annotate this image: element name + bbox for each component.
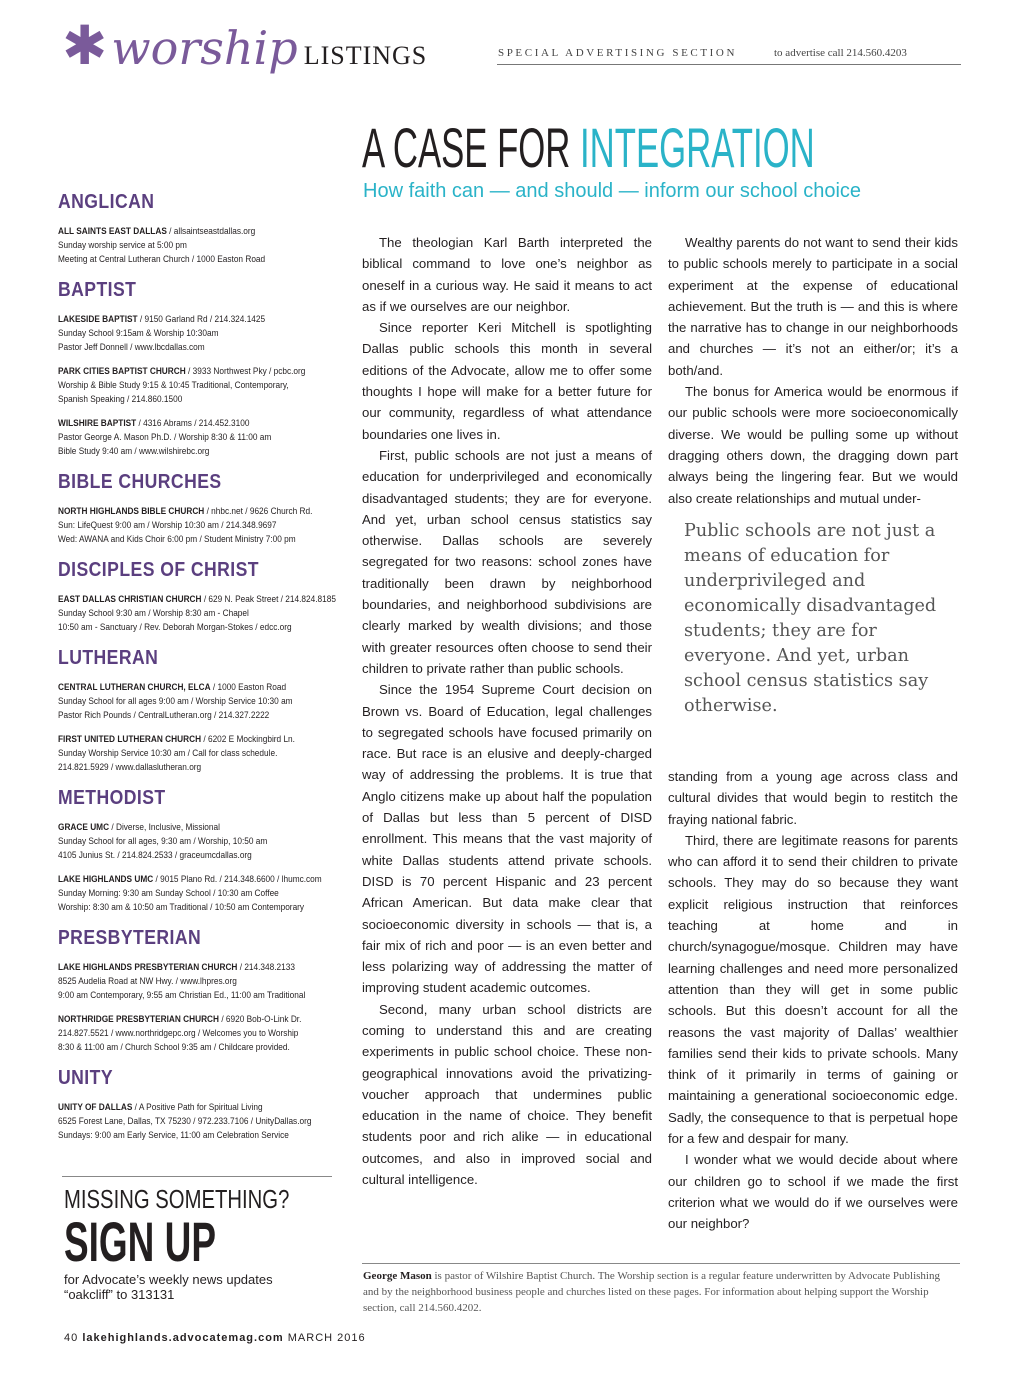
article-subtitle: How faith can — and should — inform our school choice bbox=[363, 180, 862, 202]
church-detail-line: Sunday School 9:30 am / Worship 8:30 am - Chapel bbox=[58, 608, 249, 618]
listing-section bbox=[58, 786, 358, 914]
bio-text: is pastor of Wilshire Baptist Church. The Worship section is a regular feature underwritten by Advocate Publishing and by the neighborhood business people and churches listed on these pages. For information about helping support the Worship section, call 214.560.4202. bbox=[363, 1270, 940, 1314]
signup-cta: SIGN UP bbox=[64, 1210, 216, 1273]
signup-line-2: “oakcliff” to 313131 bbox=[64, 1287, 175, 1302]
bio-divider bbox=[362, 1263, 960, 1264]
church-entry bbox=[58, 820, 334, 862]
church-detail-line: Sunday Worship Service 10:30 am / Call for class schedule. bbox=[58, 748, 278, 758]
church-detail-line: Pastor Rich Pounds / CentralLutheran.org / 214.327.2222 bbox=[58, 710, 270, 720]
page-footer bbox=[64, 1332, 366, 1344]
church-detail-line: Spanish Speaking / 214.860.1500 bbox=[58, 394, 183, 404]
listing-section bbox=[58, 926, 358, 1054]
church-entry bbox=[58, 680, 334, 722]
church-name-line: UNITY OF DALLAS / A Positive Path for Spiritual Living bbox=[58, 1102, 263, 1112]
article-paragraph: Since the 1954 Supreme Court decision on Brown vs. Board of Education, legal challenges to segregated schools have focused primarily on race. But race is an elusive and deeply-charged way of addressing the problems. It is true that Anglo citizens make up about half the population of Dallas but less than 5 percent of DISD enrollment. This means that the vast majority of white Dallas students attend private schools. DISD is 70 percent Hispanic and 23 percent African American. But data make clear that socioeconomic diversity in schools — that is, a fair mix of rich and poor — is an even better and less polarizing way of addressing the matter of improving student academic outcomes. bbox=[362, 682, 652, 996]
church-detail-line: Pastor Jeff Donnell / www.lbcdallas.com bbox=[58, 342, 205, 352]
church-detail-line: 214.827.5521 / www.northridgepc.org / Welcomes you to Worship bbox=[58, 1028, 299, 1038]
church-name-line: LAKE HIGHLANDS UMC / 9015 Plano Rd. / 214.348.6600 / lhumc.com bbox=[58, 874, 322, 884]
article-paragraph: I wonder what we would decide about where our children go to school if we made the first criterion what we would do if we ourselves were our neighbor? bbox=[668, 1152, 958, 1232]
church-entry bbox=[58, 732, 334, 774]
church-name-line: ALL SAINTS EAST DALLAS / allsaintseastdallas.org bbox=[58, 226, 256, 236]
listing-section bbox=[58, 190, 358, 266]
issue-date: MARCH 2016 bbox=[287, 1332, 366, 1344]
church-name-line: NORTHRIDGE PRESBYTERIAN CHURCH / 6920 Bob-O-Link Dr. bbox=[58, 1014, 302, 1024]
church-name-line: FIRST UNITED LUTHERAN CHURCH / 6202 E Mockingbird Ln. bbox=[58, 734, 295, 744]
church-detail-line: Meeting at Central Lutheran Church / 1000 Easton Road bbox=[58, 254, 266, 264]
page-number: 40 bbox=[64, 1332, 79, 1344]
church-detail-line: Sun: LifeQuest 9:00 am / Worship 10:30 am / 214.348.9697 bbox=[58, 520, 277, 530]
church-entry bbox=[58, 504, 334, 546]
church-detail-line: 214.821.5929 / www.dallaslutheran.org bbox=[58, 762, 202, 772]
asterisk-icon: ✱ bbox=[62, 14, 108, 77]
article-paragraph: Third, there are legitimate reasons for parents who can afford it to send their children to private schools. They may do so because they want explicit religious instruction that reinforces teaching at home and in church/synagogue/mosque. Children may have learning challenges and need more personalized attention than they will get in some public schools. But this doesn’t account for all the reasons the vast majority of Dallas’ wealthier families send their kids to private schools. Many think of it primarily in terms of gaining or maintaining a generational socioeconomic edge. Sadly, the consequence to that is perpetual hope for a few and despair for many. bbox=[668, 832, 958, 1147]
church-entry bbox=[58, 592, 334, 634]
signup-box bbox=[64, 1184, 324, 1302]
church-detail-line: 9:00 am Contemporary, 9:55 am Christian Ed., 11:00 am Traditional bbox=[58, 990, 306, 1000]
header-divider bbox=[497, 64, 961, 65]
church-detail-line: Sundays: 9:00 am Early Service, 11:00 am Celebration Service bbox=[58, 1130, 289, 1140]
article-paragraph: The bonus for America would be enormous if our public schools were more socioeconomically diverse. We would be pulling some up without dragging others down, the dragging down part always being the lingering fear. But we would also create relationships and mutual under- bbox=[668, 384, 958, 506]
church-entry bbox=[58, 1012, 334, 1054]
church-detail-line: Sunday Morning: 9:30 am Sunday School / 10:30 am Coffee bbox=[58, 888, 279, 898]
title-part-2: INTEGRATION bbox=[580, 116, 815, 179]
church-detail-line: Sunday School for all ages 9:00 am / Worship Service 10:30 am bbox=[58, 696, 293, 706]
article-column-1 bbox=[362, 232, 652, 1190]
church-entry bbox=[58, 312, 334, 354]
church-name-line: EAST DALLAS CHRISTIAN CHURCH / 629 N. Peak Street / 214.824.8185 bbox=[58, 594, 336, 604]
article-paragraph: The theologian Karl Barth interpreted the biblical command to love one’s neighbor as oneself in a curious way. He said it means to act as if we ourselves are our neighbor. bbox=[362, 235, 652, 314]
section-heading: ANGLICAN bbox=[58, 191, 155, 213]
logo-suffix: LISTINGS bbox=[303, 41, 428, 70]
section-heading: METHODIST bbox=[58, 787, 166, 809]
church-entry bbox=[58, 416, 334, 458]
church-name-line: PARK CITIES BAPTIST CHURCH / 3933 Northwest Pky / pcbc.org bbox=[58, 366, 306, 376]
church-detail-line: Sunday worship service at 5:00 pm bbox=[58, 240, 187, 250]
church-detail-line: 6525 Forest Lane, Dallas, TX 75230 / 972.233.7106 / UnityDallas.org bbox=[58, 1116, 312, 1126]
church-name-line: CENTRAL LUTHERAN CHURCH, ELCA / 1000 Easton Road bbox=[58, 682, 287, 692]
church-entry bbox=[58, 960, 334, 1002]
footer-url[interactable]: lakehighlands.advocatemag.com bbox=[82, 1332, 284, 1344]
article-column-2 bbox=[668, 232, 958, 731]
pull-quote: Public schools are not just a means of education for underprivileged and economically disadvantaged students; they are for everyone. And yet, urban school census statistics say otherwise. bbox=[684, 520, 937, 716]
church-detail-line: Sunday School for all ages, 9:30 am / Worship, 10:50 am bbox=[58, 836, 268, 846]
church-detail-line: Worship & Bible Study 9:15 & 10:45 Traditional, Contemporary, bbox=[58, 380, 289, 390]
listing-section bbox=[58, 278, 358, 458]
article-title bbox=[362, 116, 815, 179]
section-heading: UNITY bbox=[58, 1067, 113, 1089]
church-entry bbox=[58, 364, 334, 406]
logo-word: worship bbox=[111, 21, 298, 75]
listing-section bbox=[58, 646, 358, 774]
church-name-line: LAKE HIGHLANDS PRESBYTERIAN CHURCH / 214.348.2133 bbox=[58, 962, 295, 972]
article-column-2-continued bbox=[668, 766, 958, 1235]
church-detail-line: Pastor George A. Mason Ph.D. / Worship 8:30 & 11:00 am bbox=[58, 432, 272, 442]
listing-section bbox=[58, 470, 358, 546]
church-detail-line: Wed: AWANA and Kids Choir 6:00 pm / Student Ministry 7:00 pm bbox=[58, 534, 296, 544]
section-heading: LUTHERAN bbox=[58, 647, 159, 669]
special-section-label: SPECIAL ADVERTISING SECTION bbox=[498, 47, 738, 59]
church-detail-line: 8525 Audelia Road at NW Hwy. / www.lhpres.org bbox=[58, 976, 237, 986]
signup-divider bbox=[62, 1176, 332, 1177]
page-header bbox=[62, 14, 962, 78]
church-detail-line: Worship: 8:30 am & 10:50 am Traditional / 10:50 am Contemporary bbox=[58, 902, 305, 912]
section-heading: PRESBYTERIAN bbox=[58, 927, 202, 949]
church-entry bbox=[58, 224, 334, 266]
section-heading: DISCIPLES OF CHRIST bbox=[58, 559, 259, 581]
listing-section bbox=[58, 558, 358, 634]
worship-logo bbox=[62, 14, 428, 77]
church-detail-line: Sunday School 9:15am & Worship 10:30am bbox=[58, 328, 219, 338]
signup-line-1: for Advocate’s weekly news updates bbox=[64, 1272, 273, 1287]
church-detail-line: Bible Study 9:40 am / www.wilshirebc.org bbox=[58, 446, 210, 456]
church-name-line: NORTH HIGHLANDS BIBLE CHURCH / nhbc.net / 9626 Church Rd. bbox=[58, 506, 313, 516]
church-detail-line: 4105 Junius St. / 214.824.2533 / graceumcdallas.org bbox=[58, 850, 252, 860]
article-paragraph: First, public schools are not just a means of education for underprivileged and economically disadvantaged students; they are for everyone. And yet, urban school census statistics say otherwise. Dallas schools are severely segregated for two reasons: school zones have traditionally been drawn by neighborhood boundaries, and neighborhood subdivisions are clearly marked by wealth divisions; and those with greater resources often choose to send their children to private rather than public schools. bbox=[362, 447, 652, 676]
listing-section bbox=[58, 1066, 358, 1142]
article-paragraph: Wealthy parents do not want to send their kids to public schools merely to participate in a social experiment at the expense of educational achievement. But the truth is — and this is where the narrative has to change in our neighborhoods and churches — it’s not an either/or; it’s a both/and. bbox=[668, 235, 958, 378]
church-detail-line: 8:30 & 11:00 am / Church School 9:35 am / Childcare provided. bbox=[58, 1042, 290, 1052]
signup-heading: MISSING SOMETHING? bbox=[64, 1184, 290, 1214]
church-entry bbox=[58, 1100, 334, 1142]
advertise-phone: to advertise call 214.560.4203 bbox=[774, 47, 907, 59]
section-heading: BIBLE CHURCHES bbox=[58, 471, 222, 493]
church-name-line: LAKESIDE BAPTIST / 9150 Garland Rd / 214.324.1425 bbox=[58, 314, 266, 324]
church-entry bbox=[58, 872, 334, 914]
church-listings bbox=[58, 190, 358, 1154]
church-detail-line: 10:50 am - Sanctuary / Rev. Deborah Morgan-Stokes / edcc.org bbox=[58, 622, 292, 632]
church-name-line: WILSHIRE BAPTIST / 4316 Abrams / 214.452.3100 bbox=[58, 418, 250, 428]
paragraph-continued: standing from a young age across class and cultural divides that would begin to restitch the fraying national fabric. bbox=[668, 769, 958, 827]
church-name-line: GRACE UMC / Diverse, Inclusive, Missional bbox=[58, 822, 220, 832]
article-paragraph: Second, many urban school districts are coming to understand this and are creating experiments in public school choice. These non-geographical innovations avoid the privatizing-voucher approach that undermines public education in the name of choice. They benefit students poor and rich alike — in educational outcomes, and also in improved social and cultural intelligence. bbox=[362, 1001, 652, 1188]
author-bio bbox=[363, 1268, 958, 1316]
section-heading: BAPTIST bbox=[58, 279, 137, 301]
bio-name: George Mason bbox=[363, 1270, 432, 1282]
article-paragraph: Since reporter Keri Mitchell is spotlighting Dallas public schools this month in several editions of the Advocate, allow me to offer some thoughts I hope will make for a better future for our community, regardless of what attendance boundaries one lives in. bbox=[362, 320, 652, 442]
title-part-1: A CASE FOR bbox=[362, 116, 571, 179]
